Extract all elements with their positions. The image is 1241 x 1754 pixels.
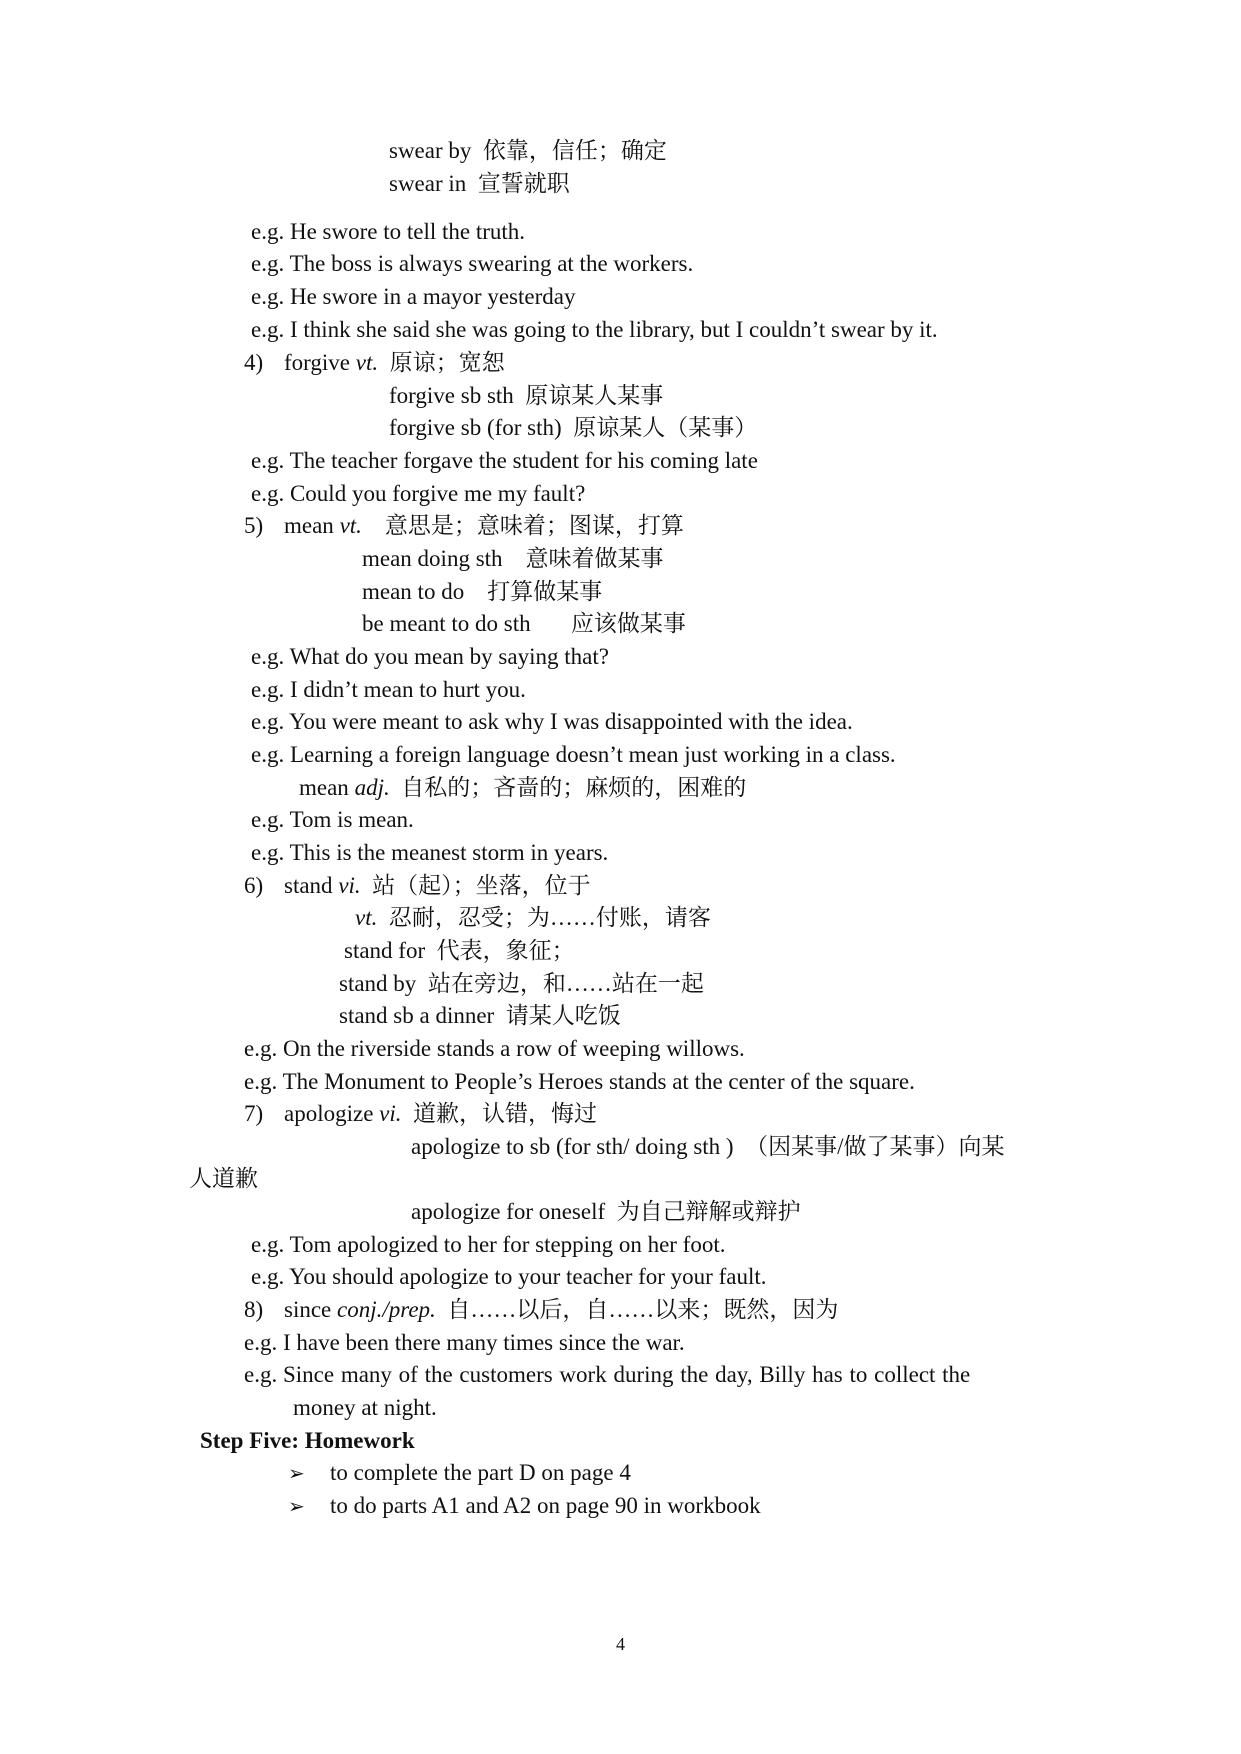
example-text: The teacher forgave the student for his coming late (289, 448, 758, 473)
phrase-term: stand sb a dinner (339, 1003, 495, 1028)
vocab-subentry-mean-adj (299, 774, 746, 802)
entry-meaning: 道歉，认错，悔过 (413, 1101, 598, 1126)
entry-number: 6) (244, 873, 264, 898)
phrase-meaning: 打算做某事 (487, 579, 603, 604)
vocab-subentry-stand-vt (355, 904, 711, 932)
example-prefix: e.g. (244, 1362, 278, 1387)
phrase-term: stand by (339, 971, 417, 996)
phrase-meaning: 原谅某人（某事） (573, 415, 758, 440)
phrase-meaning: 为自己辩解或辩护 (616, 1199, 801, 1224)
phrase-line (339, 1002, 621, 1030)
example-prefix: e.g. (244, 1036, 278, 1061)
homework-item (288, 1492, 761, 1520)
example-line (251, 283, 575, 311)
example-line (251, 806, 414, 834)
entry-number: 8) (244, 1297, 264, 1322)
example-text: I didn’t mean to hurt you. (289, 677, 526, 702)
phrase-meaning: 请某人吃饭 (505, 1003, 621, 1028)
example-prefix: e.g. (251, 644, 285, 669)
phrase-meaning: 站在旁边，和……站在一起 (427, 971, 704, 996)
phrase-meaning: 意味着做某事 (525, 546, 664, 571)
phrase-term: swear in (389, 171, 467, 196)
part-of-speech: vi. (379, 1101, 402, 1126)
homework-item-text: to complete the part D on page 4 (330, 1460, 631, 1485)
arrow-bullet-icon: ➢ (288, 1461, 305, 1485)
phrase-meaning: （因某事/做了某事）向某 (745, 1134, 1005, 1159)
example-prefix: e.g. (251, 677, 285, 702)
vocab-entry-stand (244, 872, 591, 900)
example-prefix: e.g. (251, 251, 285, 276)
entry-meaning: 自……以后，自……以来；既然，因为 (447, 1297, 839, 1322)
phrase-term: forgive sb (for sth) (389, 415, 562, 440)
example-line (244, 1361, 970, 1389)
phrase-meaning: 依靠，信任；确定 (482, 138, 667, 163)
example-prefix: e.g. (251, 807, 285, 832)
vocab-entry-since (244, 1296, 838, 1324)
phrase-line (339, 970, 704, 998)
example-prefix: e.g. (251, 284, 285, 309)
example-prefix: e.g. (244, 1069, 278, 1094)
phrase-line (389, 137, 667, 165)
part-of-speech: adj. (354, 775, 390, 800)
example-line (251, 741, 896, 769)
example-prefix: e.g. (251, 317, 285, 342)
vocab-entry-forgive (244, 349, 505, 377)
example-line (251, 316, 938, 344)
example-text: Tom apologized to her for stepping on her foot. (289, 1232, 726, 1257)
example-line (251, 1263, 767, 1291)
example-text: What do you mean by saying that? (289, 644, 609, 669)
phrase-continuation (189, 1165, 258, 1193)
example-line (251, 676, 526, 704)
phrase-term: forgive sb sth (389, 383, 514, 408)
example-line (251, 218, 525, 246)
vocab-entry-mean (244, 512, 684, 540)
example-text: Learning a foreign language doesn’t mean just working in a class. (289, 742, 896, 767)
part-of-speech: vt. (355, 905, 378, 930)
example-text: You were meant to ask why I was disappointed with the idea. (289, 709, 853, 734)
entry-number: 5) (244, 513, 264, 538)
example-prefix: e.g. (251, 1264, 285, 1289)
example-prefix: e.g. (251, 481, 285, 506)
example-text: I have been there many times since the war. (282, 1330, 685, 1355)
phrase-term: mean to do (362, 579, 465, 604)
phrase-term: swear by (389, 138, 472, 163)
vocab-entry-apologize (244, 1100, 597, 1128)
part-of-speech: conj./prep. (337, 1297, 436, 1322)
example-prefix: e.g. (251, 742, 285, 767)
phrase-line (411, 1133, 1005, 1161)
example-line (244, 1329, 685, 1357)
example-text: He swore in a mayor yesterday (289, 284, 576, 309)
example-line (251, 643, 609, 671)
homework-item-text: to do parts A1 and A2 on page 90 in workbook (330, 1493, 761, 1518)
arrow-bullet-icon: ➢ (288, 1494, 305, 1518)
example-prefix: e.g. (251, 448, 285, 473)
entry-number: 4) (244, 350, 264, 375)
part-of-speech: vt. (339, 513, 362, 538)
example-prefix: e.g. (251, 840, 285, 865)
example-line (251, 480, 585, 508)
example-text: You should apologize to your teacher for your fault. (289, 1264, 767, 1289)
entry-meaning: 原谅；宽恕 (389, 350, 505, 375)
phrase-term: stand for (344, 938, 426, 963)
phrase-meaning: 人道歉 (189, 1166, 258, 1191)
example-text: He swore to tell the truth. (289, 219, 526, 244)
entry-meaning: 自私的；吝啬的；麻烦的，困难的 (401, 775, 747, 800)
phrase-meaning: 应该做某事 (570, 611, 686, 636)
example-text: The boss is always swearing at the workers. (289, 251, 694, 276)
example-line (251, 708, 853, 736)
entry-word: mean (299, 775, 349, 800)
example-line (244, 1068, 915, 1096)
example-line (251, 447, 758, 475)
example-text: The Monument to People’s Heroes stands at the center of the square. (282, 1069, 915, 1094)
phrase-line (362, 545, 664, 573)
entry-word: forgive (284, 350, 351, 375)
example-text: On the riverside stands a row of weeping willows. (282, 1036, 745, 1061)
entry-meaning: 站（起）；坐落，位于 (372, 873, 591, 898)
example-prefix: e.g. (244, 1330, 278, 1355)
phrase-meaning: 宣誓就职 (477, 171, 570, 196)
example-text: Since many of the customers work during the day, Billy has to collect the (282, 1362, 971, 1387)
example-text: Tom is mean. (289, 807, 414, 832)
example-continuation (293, 1394, 437, 1422)
entry-word: mean (284, 513, 334, 538)
example-line (244, 1035, 745, 1063)
phrase-line (362, 610, 686, 638)
example-line (251, 250, 693, 278)
phrase-line (389, 382, 663, 410)
phrase-term: apologize for oneself (411, 1199, 606, 1224)
entry-number: 7) (244, 1101, 264, 1126)
phrase-line (362, 578, 602, 606)
example-text: money at night. (293, 1395, 437, 1420)
phrase-meaning: 原谅某人某事 (525, 383, 664, 408)
example-prefix: e.g. (251, 219, 285, 244)
entry-word: apologize (284, 1101, 374, 1126)
page-number: 4 (616, 1634, 625, 1654)
phrase-line (344, 937, 575, 965)
part-of-speech: vt. (355, 350, 379, 375)
entry-word: stand (284, 873, 333, 898)
example-line (251, 839, 608, 867)
entry-word: since (284, 1297, 332, 1322)
part-of-speech: vi. (338, 873, 361, 898)
example-prefix: e.g. (251, 709, 285, 734)
example-text: This is the meanest storm in years. (289, 840, 609, 865)
phrase-line (411, 1198, 801, 1226)
example-prefix: e.g. (251, 1232, 285, 1257)
phrase-term: mean doing sth (362, 546, 503, 571)
example-text: I think she said she was going to the library, but I couldn’t swear by it. (289, 317, 938, 342)
homework-item (288, 1459, 631, 1487)
phrase-meaning: 代表，象征； (436, 938, 575, 963)
phrase-term: apologize to sb (for sth/ doing sth ) (411, 1134, 734, 1159)
example-line (251, 1231, 725, 1259)
phrase-line (389, 170, 570, 198)
entry-meaning: 意思是；意味着；图谋，打算 (384, 513, 684, 538)
phrase-line (389, 414, 757, 442)
section-heading: Step Five: Homework (200, 1428, 415, 1453)
phrase-term: be meant to do sth (362, 611, 531, 636)
example-text: Could you forgive me my fault? (289, 481, 586, 506)
entry-meaning: 忍耐，忍受；为……付账，请客 (388, 905, 711, 930)
